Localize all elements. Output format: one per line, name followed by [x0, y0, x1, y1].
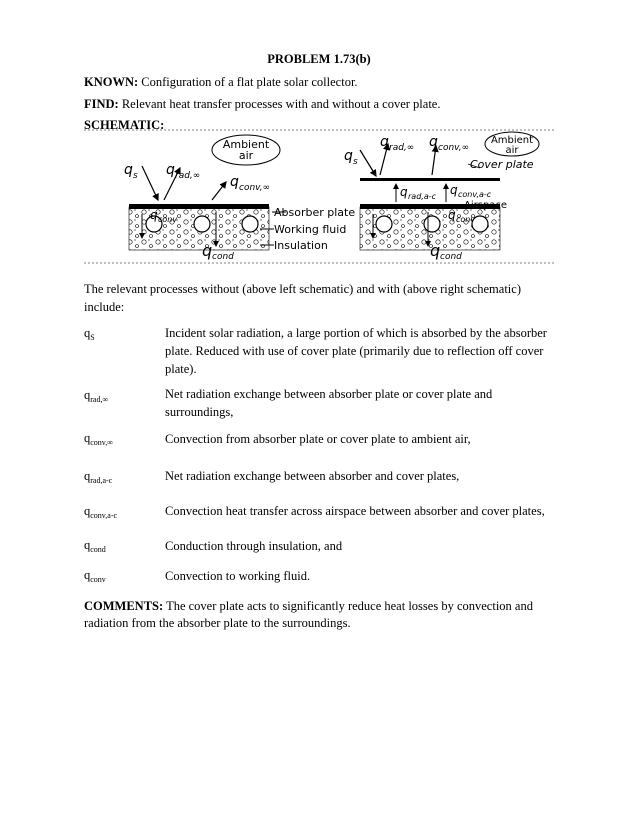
- known-label: KNOWN:: [84, 75, 139, 89]
- right-qradac-q: q: [400, 185, 408, 199]
- airspace-label: Airspace: [464, 200, 508, 211]
- right-qconvac-sub: conv,a-c: [458, 190, 492, 199]
- right-qradac-sub: rad,a-c: [408, 192, 436, 201]
- working-fluid-label: Working fluid: [274, 223, 347, 236]
- comments-block: [84, 598, 554, 632]
- process-description: Conduction through insulation, and: [165, 539, 343, 553]
- process-description: Net radiation exchange between absorber plate or cover plate and surroundings,: [165, 387, 493, 419]
- intro-text: The relevant processes without (above left schematic) and with (above right schematic) include:: [84, 282, 521, 314]
- find-line: [84, 95, 440, 114]
- right-qconv-q: q: [448, 208, 456, 222]
- right-qconv-sub: conv: [456, 215, 476, 224]
- left-qcond-sub: cond: [212, 252, 234, 262]
- left-qconv-inf-arrow: [212, 182, 226, 200]
- process-description: Convection heat transfer across airspace between absorber and cover plates,: [165, 504, 545, 518]
- left-collector: [124, 135, 280, 262]
- right-tube-2: [424, 216, 440, 232]
- process-symbol: $q_S$: [84, 326, 95, 342]
- left-qs-q: q: [124, 162, 133, 178]
- solar-collector-schematic: [84, 128, 554, 268]
- left-qconv-q: q: [150, 208, 158, 222]
- find-label: FIND:: [84, 97, 119, 111]
- process-description: Convection to working fluid.: [165, 569, 311, 583]
- right-qs-q: q: [344, 148, 353, 164]
- page-title: PROBLEM 1.73(b): [267, 52, 371, 66]
- known-text: Configuration of a flat plate solar collector.: [141, 75, 358, 89]
- process-symbol: $q_{conv}$: [84, 568, 106, 584]
- right-ambient-text: Ambient: [490, 135, 534, 146]
- right-qrad-sub: rad,∞: [389, 143, 415, 153]
- cover-plate-label: Cover plate: [470, 158, 534, 171]
- process-symbol: $q_{conv,a-c}$: [84, 504, 118, 520]
- left-qconvinf-q: q: [230, 174, 239, 190]
- left-qs-arrow: [142, 166, 158, 200]
- left-ambient-text: Ambient: [222, 138, 270, 151]
- left-tube-3: [242, 216, 258, 232]
- process-description: Incident solar radiation, a large portion of which is absorbed by the absorber plate. Reduced with use of cover plate (primarily due to reflection off cover plate).: [165, 326, 547, 376]
- comments-text: The cover plate acts to significantly reduce heat losses by convection and radiation from the absorber plate to the surroundings.: [84, 599, 533, 630]
- schematic-label: SCHEMATIC:: [84, 118, 165, 132]
- comments-label: COMMENTS:: [84, 599, 164, 613]
- right-qconvinf-q: q: [429, 134, 438, 150]
- left-qrad-q: q: [166, 162, 175, 178]
- process-symbol: $q_{rad,a-c}$: [84, 469, 113, 485]
- process-description: Convection from absorber plate or cover plate to ambient air,: [165, 432, 471, 446]
- left-qs-sub: s: [133, 171, 138, 181]
- right-qrad-q: q: [380, 134, 389, 150]
- right-cover-plate: [360, 178, 500, 181]
- insulation-label: Insulation: [274, 239, 328, 252]
- right-qconv-inf-arrow: [432, 146, 436, 175]
- left-qcond-q: q: [202, 241, 213, 260]
- right-qcond-q: q: [430, 241, 441, 260]
- right-qconvac-q: q: [450, 183, 458, 197]
- right-qs-sub: s: [353, 157, 358, 167]
- right-collector: [344, 132, 539, 262]
- absorber-plate-label: Absorber plate: [274, 206, 356, 219]
- right-tube-1: [376, 216, 392, 232]
- right-qcond-sub: cond: [440, 252, 462, 262]
- process-symbol: $q_{conv,\infty}$: [84, 431, 113, 447]
- right-qs-arrow: [360, 150, 376, 176]
- left-air-text: air: [238, 149, 254, 162]
- left-tube-2: [194, 216, 210, 232]
- find-text: Relevant heat transfer processes with and without a cover plate.: [121, 97, 441, 111]
- process-symbol: $q_{cond}$: [84, 538, 106, 554]
- right-qconvinf-sub: conv,∞: [438, 143, 470, 153]
- process-symbol: $q_{rad,\infty}$: [84, 388, 109, 404]
- left-qconvinf-sub: conv,∞: [239, 183, 271, 193]
- left-qrad-sub: rad,∞: [175, 171, 201, 181]
- process-description: Net radiation exchange between absorber and cover plates,: [165, 469, 460, 483]
- right-air-text: air: [505, 145, 519, 156]
- known-line: [84, 73, 358, 92]
- left-qconv-sub: conv: [158, 215, 178, 224]
- center-labels: [260, 206, 355, 252]
